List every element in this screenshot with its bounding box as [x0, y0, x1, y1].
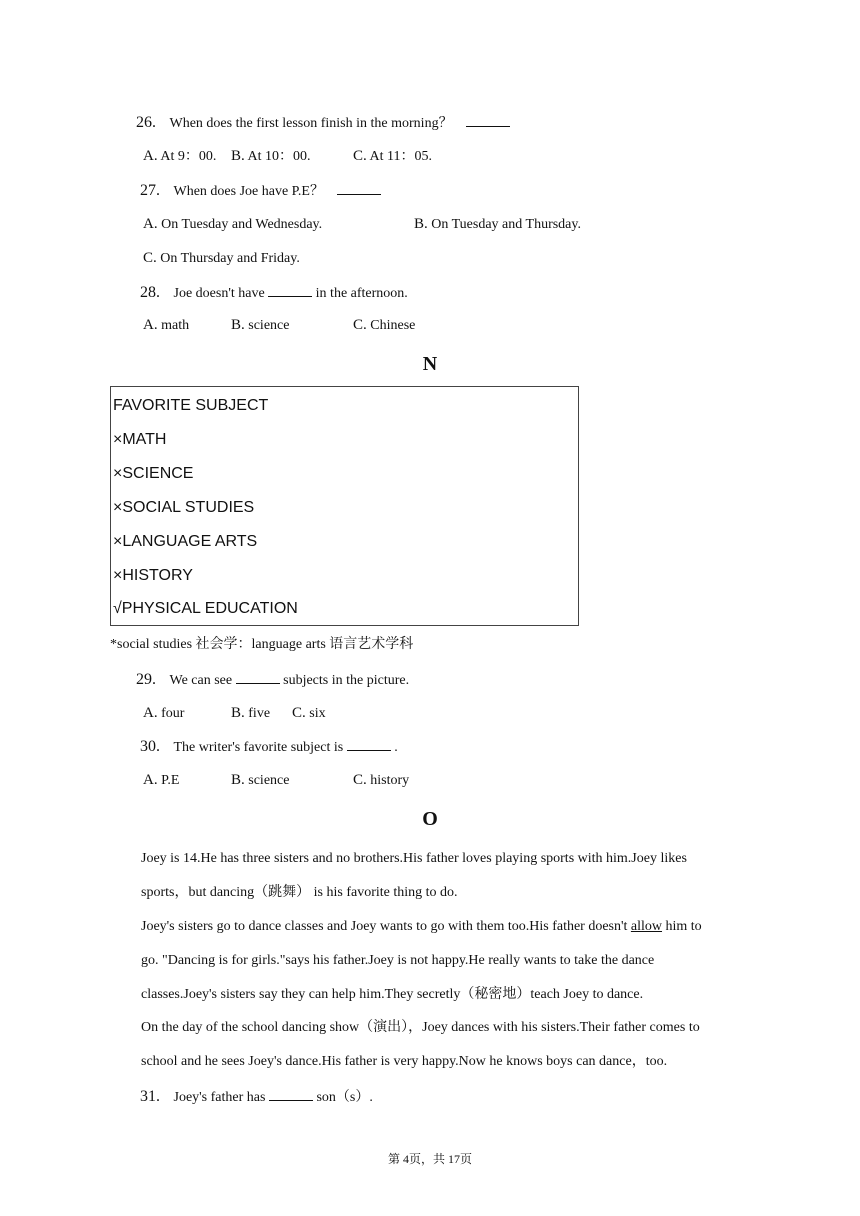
passage-line-with-underline: [141, 918, 702, 936]
option-c: [143, 249, 300, 268]
option-text: four: [161, 706, 185, 721]
option-text: science: [248, 773, 290, 788]
underlined-word: allow: [630, 919, 663, 934]
question-number: 31.: [140, 1088, 160, 1105]
passage-line: Joey is 14.He has three sisters and no brothers.His father loves playing sports with him.Joey likes: [141, 851, 687, 866]
question-number: 28.: [140, 284, 160, 301]
question-31: [140, 1087, 373, 1107]
question-text: When does the first lesson finish in the morning？: [169, 116, 453, 131]
section-o-heading: O: [422, 808, 438, 830]
vocabulary-note: *social studies 社会学：language arts 语言艺术学科: [110, 637, 414, 652]
answer-blank: [236, 670, 280, 684]
question-number: 30.: [140, 738, 160, 755]
option-text: On Tuesday and Wednesday.: [161, 217, 323, 232]
question-text: Joe doesn't have: [173, 286, 265, 301]
option-b: [414, 215, 581, 234]
passage-text: Joey's sisters go to dance classes and Joey wants to go with them too.His father doesn't: [141, 919, 628, 934]
question-text-after: son（s）.: [316, 1090, 373, 1105]
option-letter: A.: [143, 216, 158, 232]
box-line: FAVORITE SUBJECT: [113, 397, 269, 414]
answer-blank: [466, 113, 510, 127]
option-letter: B.: [231, 772, 245, 788]
option-text: history: [370, 773, 410, 788]
option-letter: B.: [231, 148, 245, 164]
passage-line: sports，but dancing（跳舞） is his favorite thing to do.: [141, 885, 458, 900]
option-letter: A.: [143, 772, 158, 788]
passage-line: school and he sees Joey's dance.His father is very happy.Now he knows boys can dance，too.: [141, 1054, 668, 1069]
question-number: 27.: [140, 182, 160, 199]
question-number: 26.: [136, 114, 156, 131]
option-text: science: [248, 318, 290, 333]
option-letter: C.: [292, 705, 306, 721]
option-letter: B.: [231, 317, 245, 333]
box-line: ×SCIENCE: [113, 465, 194, 482]
favorite-subject-box: [110, 386, 579, 626]
option-text: At 11：05.: [369, 149, 432, 164]
answer-blank: [268, 283, 312, 297]
answer-blank: [347, 737, 391, 751]
option-a: [143, 771, 179, 790]
question-text-after: .: [394, 740, 398, 755]
answer-blank: [337, 181, 381, 195]
option-text: six: [309, 706, 326, 721]
option-b: [231, 771, 289, 790]
option-letter: B.: [231, 705, 245, 721]
option-b: [231, 147, 311, 166]
option-letter: C.: [353, 148, 367, 164]
question-26: [136, 113, 510, 133]
answer-blank: [269, 1087, 313, 1101]
option-text: P.E: [161, 773, 180, 788]
option-c: [353, 316, 415, 335]
passage-line: On the day of the school dancing show（演出），Joey dances with his sisters.Their father comes to: [141, 1020, 700, 1035]
question-text: Joey's father has: [173, 1090, 266, 1105]
option-text: math: [161, 318, 190, 333]
passage-line: classes.Joey's sisters say they can help him.They secretly（秘密地）teach Joey to dance.: [141, 987, 644, 1002]
option-a: [143, 704, 184, 723]
option-letter: A.: [143, 705, 158, 721]
question-text-after: subjects in the picture.: [283, 673, 410, 688]
question-28: [140, 283, 408, 303]
option-letter: A.: [143, 317, 158, 333]
option-a: [143, 316, 189, 335]
question-text: We can see: [169, 673, 233, 688]
option-text: At 10：00.: [247, 149, 311, 164]
option-letter: C.: [353, 772, 367, 788]
box-line: ×MATH: [113, 431, 167, 448]
option-text: On Thursday and Friday.: [160, 251, 300, 266]
section-n-heading: N: [422, 353, 438, 375]
question-30: [140, 737, 398, 757]
question-text-after: in the afternoon.: [315, 286, 408, 301]
option-letter: B.: [414, 216, 428, 232]
option-a: [143, 215, 322, 234]
question-27: [140, 181, 381, 201]
option-letter: C.: [143, 250, 157, 266]
option-text: Chinese: [370, 318, 416, 333]
box-line: ×HISTORY: [113, 567, 193, 584]
question-text: The writer's favorite subject is: [173, 740, 344, 755]
option-a: [143, 147, 216, 166]
option-c: [353, 147, 432, 166]
question-29: [136, 670, 409, 690]
question-text: When does Joe have P.E？: [173, 184, 324, 199]
passage-line: go. "Dancing is for girls."says his father.Joey is not happy.He really wants to take the dance: [141, 953, 655, 968]
box-line: √PHYSICAL EDUCATION: [113, 600, 298, 617]
option-b: [231, 704, 270, 723]
page-footer: 第 4页，共 17页: [387, 1152, 472, 1166]
option-c: [292, 704, 326, 723]
option-text: On Tuesday and Thursday.: [431, 217, 581, 232]
passage-text: him to: [665, 919, 702, 934]
option-c: [353, 771, 409, 790]
option-b: [231, 316, 289, 335]
box-line: ×SOCIAL STUDIES: [113, 499, 255, 516]
option-text: five: [248, 706, 271, 721]
option-letter: C.: [353, 317, 367, 333]
box-line: ×LANGUAGE ARTS: [113, 533, 258, 550]
option-text: At 9：00.: [160, 149, 217, 164]
option-letter: A.: [143, 148, 158, 164]
question-number: 29.: [136, 671, 156, 688]
